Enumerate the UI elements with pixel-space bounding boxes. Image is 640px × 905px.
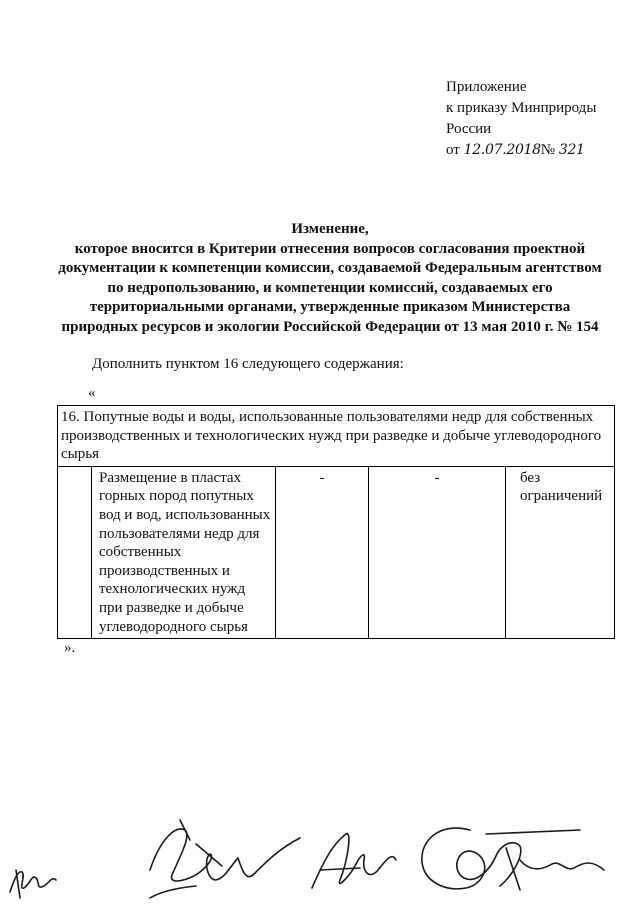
section-row <box>58 406 615 467</box>
title-line-1: которое вносится в Критерии отнесения вопросов согласования проектной <box>74 240 586 257</box>
signature-2 <box>312 834 396 888</box>
signatures-area <box>0 800 640 905</box>
number-label: № <box>540 142 556 158</box>
criteria-table <box>57 405 615 639</box>
open-quote: « <box>88 385 96 401</box>
signature-1 <box>150 829 300 881</box>
title-line-2: документации к компетенции комиссии, создаваемой Федеральным агентством <box>58 260 602 276</box>
column-2-cell: - <box>276 466 369 638</box>
appendix-header <box>446 77 596 161</box>
title-line-3: по недропользованию, и компетенции комиссий, создаваемых его <box>107 279 553 296</box>
title-line-5: природных ресурсов и экологии Российской Федерации от 13 мая 2010 г. № 154 <box>61 318 599 335</box>
appendix-date-line <box>446 140 596 161</box>
title-heading: Изменение, <box>291 221 369 237</box>
appendix-line-2: к приказу Минприроды <box>446 100 597 116</box>
signature-3 <box>422 828 521 889</box>
intro-text: Дополнить пунктом 16 следующего содержания: <box>92 356 404 372</box>
appendix-line-1: Приложение <box>446 79 527 95</box>
limit-cell: без ограничений <box>506 466 615 638</box>
section-heading-cell: 16. Попутные воды и воды, использованные пользователями недр для собственных производственных и технологических нужд при разведке и добыче углеводородного сырья <box>58 406 615 467</box>
date-prefix: от <box>446 142 460 158</box>
column-3-cell: - <box>369 466 506 638</box>
handwritten-date: 12.07.2018 <box>463 142 541 158</box>
handwritten-number: 321 <box>558 142 585 158</box>
close-quote: ». <box>64 640 76 656</box>
description-cell: Размещение в пластах горных пород попутных вод и вод, использованных пользователями недр для собственных производственных и технологических нужд при разведке и добыче углеводородного сырья <box>92 466 276 638</box>
number-cell <box>58 466 92 638</box>
table-row <box>58 466 615 638</box>
document-title <box>30 220 630 337</box>
title-line-4: территориальными органами, утвержденные приказом Министерства <box>89 299 571 315</box>
appendix-line-3: России <box>446 121 492 137</box>
